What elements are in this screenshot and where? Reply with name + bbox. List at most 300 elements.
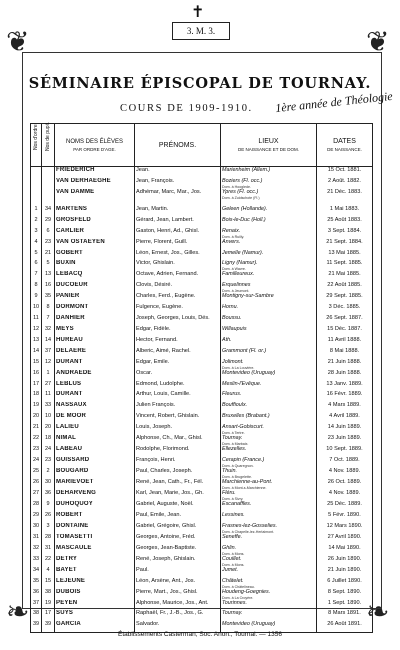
seat-number-cell: 2 [42, 468, 55, 479]
student-name-cell: BOUGARD [55, 468, 135, 479]
birthplace-text: Seneffe. [222, 533, 243, 540]
seat-number-cell: 10 [42, 413, 55, 424]
birthplace-text: Montevideo (Uruguay) [222, 621, 276, 628]
prenoms-cell: René, Joseph, Ghislain. [135, 556, 221, 567]
table-row [31, 512, 373, 523]
table-row [31, 250, 373, 261]
birthplace-cell [221, 468, 317, 479]
domicile-text: Dom. à Sivry. [222, 497, 244, 502]
birth-date-cell: 4 Nov. 1889. [317, 468, 373, 479]
birth-date-cell: 29 Sept. 1885. [317, 293, 373, 304]
table-row [31, 424, 373, 435]
order-number-cell: 30 [31, 523, 42, 534]
header-prenoms: PRÉNOMS. [135, 124, 221, 167]
prenoms-cell: Karl, Jean, Marie, Jos., Gh. [135, 490, 221, 501]
birth-date-cell: 23 Juin 1889. [317, 435, 373, 446]
birthplace-text: Jemelle (Namur). [222, 249, 264, 256]
birth-date-cell: 11 Sept. 1885. [317, 260, 373, 271]
seat-number-cell: 24 [42, 446, 55, 457]
prenoms-cell: Gaston, Henri, Ad., Ghisl. [135, 228, 221, 239]
printer-footer: Établissements Casterman, Soc. Anon., Tournai. — 1356 [118, 631, 282, 638]
birth-date-cell: 15 Oct. 1881. [317, 167, 373, 178]
birthplace-cell [221, 381, 317, 392]
seat-number-cell: 35 [42, 293, 55, 304]
student-name-cell: PEYEN [55, 600, 135, 611]
order-number-cell: 15 [31, 359, 42, 370]
seat-number-cell: 5 [42, 260, 55, 271]
birthplace-text: Montevideo (Uruguay) [222, 369, 276, 376]
student-name-cell: MARTENS [55, 206, 135, 217]
birthplace-text: Ligny (Namur). [222, 260, 258, 267]
prenoms-cell: Louis, Joseph. [135, 424, 221, 435]
page-title: SÉMINAIRE ÉPISCOPAL DE TOURNAY. [28, 75, 372, 92]
birthplace-cell [221, 534, 317, 545]
student-name-cell: HUREAU [55, 337, 135, 348]
prenoms-cell: Pierre, Florent, Guill. [135, 239, 221, 250]
seat-number-cell: 9 [42, 501, 55, 512]
table-body [31, 167, 373, 633]
table-row [31, 567, 373, 578]
seat-number-cell [42, 178, 55, 189]
header-lieux: LIEUX DE NAISSANCE ET DE DOM. [221, 124, 317, 167]
birthplace-text: Tournay. [222, 435, 243, 442]
seat-number-cell: 12 [42, 359, 55, 370]
student-name-cell: VAN DERHAEGHE [55, 178, 135, 189]
student-name-cell: LALIEU [55, 424, 135, 435]
birthplace-cell [221, 326, 317, 337]
header-order-number: Nos d'ordre [31, 124, 42, 167]
student-name-cell: DELAERE [55, 348, 135, 359]
birth-date-cell: 4 Nov. 1889. [317, 490, 373, 501]
prenoms-cell: Julien François. [135, 402, 221, 413]
order-number-cell: 24 [31, 457, 42, 468]
prenoms-cell: Edgar, Emile. [135, 359, 221, 370]
birth-date-cell: 21 Déc. 1883. [317, 189, 373, 200]
student-name-cell: DONTAINE [55, 523, 135, 534]
prenoms-cell: Joseph, Georges, Louis, Dés. [135, 315, 221, 326]
table-row [31, 556, 373, 567]
order-number-cell: 1 [31, 206, 42, 217]
prenoms-cell: Léon, Arsène, Ant., Jos. [135, 578, 221, 589]
ornament-bottom-right-icon: ❧ [366, 595, 390, 628]
student-name-cell: DUCOEUR [55, 282, 135, 293]
seat-number-cell: 17 [42, 610, 55, 621]
birthplace-cell [221, 178, 317, 189]
table-row [31, 315, 373, 326]
seat-number-cell: 19 [42, 600, 55, 611]
birthplace-cell [221, 167, 317, 178]
order-number-cell: 12 [31, 326, 42, 337]
header-dates: DATES DE NAISSANCE. [317, 124, 373, 167]
table-row [31, 446, 373, 457]
seat-number-cell: 36 [42, 490, 55, 501]
birth-date-cell: 26 Août 1891. [317, 621, 373, 632]
cross-icon: ✝ [191, 2, 205, 21]
birth-date-cell: 21 Sept. 1884. [317, 239, 373, 250]
student-name-cell: FRIEDERICH [55, 167, 135, 178]
birth-date-cell: 21 Mai 1885. [317, 271, 373, 282]
birthplace-text: Frasnes-lez-Gosselies. [222, 522, 278, 529]
birth-date-cell: 11 Avril 1888. [317, 337, 373, 348]
prenoms-cell: Paul, Charles, Joseph. [135, 468, 221, 479]
student-name-cell: NASSAUX [55, 402, 135, 413]
table-row [31, 578, 373, 589]
prenoms-cell: Victor, Ghislain. [135, 260, 221, 271]
order-number-cell: 2 [31, 217, 42, 228]
prenoms-cell: Jean, François. [135, 178, 221, 189]
student-name-cell: LEJEUNE [55, 578, 135, 589]
birthplace-cell [221, 189, 317, 200]
table-row [31, 479, 373, 490]
order-number-cell: 10 [31, 304, 42, 315]
prenoms-cell: Gérard, Jean, Lambert. [135, 217, 221, 228]
prenoms-cell: Georges, Jean-Baptiste. [135, 545, 221, 556]
table-row [31, 457, 373, 468]
order-number-cell: 32 [31, 545, 42, 556]
birthplace-cell [221, 271, 317, 282]
student-name-cell: GARCIA [55, 621, 135, 632]
birthplace-cell [221, 589, 317, 600]
birthplace-cell [221, 435, 317, 446]
prenoms-cell: Salvador. [135, 621, 221, 632]
domicile-text: Dom. à Zuidschote (Fl.) [222, 195, 260, 200]
birthplace-text: Montigny-sur-Sambre [222, 293, 274, 300]
domicile-text: Dom. à Quaregnon. [222, 464, 254, 469]
prenoms-cell: Edmond, Ludolphe. [135, 381, 221, 392]
seat-number-cell: 7 [42, 315, 55, 326]
birthplace-text: Meslin-l'Evêque. [222, 380, 262, 387]
table-row [31, 381, 373, 392]
student-name-cell: LEBLUS [55, 381, 135, 392]
table-row [31, 178, 373, 189]
student-name-cell: GROSFELD [55, 217, 135, 228]
birth-date-cell: 16 Févr. 1889. [317, 391, 373, 402]
table-row [31, 359, 373, 370]
birth-date-cell: 27 Avril 1890. [317, 534, 373, 545]
order-number-cell: 9 [31, 293, 42, 304]
table-row [31, 189, 373, 200]
student-name-cell: VAN OSTAEYEN [55, 239, 135, 250]
handwritten-note: 1ère année de Théologie [274, 88, 394, 116]
table-row [31, 600, 373, 611]
order-number-cell: 22 [31, 435, 42, 446]
table-row [31, 228, 373, 239]
birthplace-cell [221, 501, 317, 512]
order-number-cell: 8 [31, 282, 42, 293]
birth-date-cell: 13 Janv. 1889. [317, 381, 373, 392]
birth-date-cell: 15 Déc. 1887. [317, 326, 373, 337]
birthplace-cell [221, 239, 317, 250]
student-name-cell: DUBOIS [55, 589, 135, 600]
domicile-text: Dom. à Mons. [222, 562, 245, 567]
birthplace-cell [221, 228, 317, 239]
birthplace-text: Châtelet. [222, 577, 244, 584]
prenoms-cell: Gabriel, Grégoire, Ghisl. [135, 523, 221, 534]
seat-number-cell: 14 [42, 337, 55, 348]
birthplace-text: Erquelinnes [222, 282, 251, 289]
order-number-cell: 35 [31, 578, 42, 589]
domicile-text: Dom. à Hooglede. [222, 184, 251, 189]
table-row [31, 217, 373, 228]
birthplace-cell [221, 206, 317, 217]
seat-number-cell: 21 [42, 250, 55, 261]
order-number-cell: 37 [31, 600, 42, 611]
table-row [31, 501, 373, 512]
birthplace-text: Cerapin (France.) [222, 457, 265, 464]
birthplace-cell [221, 260, 317, 271]
ornament-top-right-icon: ❦ [366, 25, 390, 58]
birthplace-text: Boussu. [222, 315, 242, 322]
seat-number-cell: 8 [42, 304, 55, 315]
order-number-cell: 34 [31, 567, 42, 578]
birthplace-cell [221, 348, 317, 359]
order-number-cell: 7 [31, 271, 42, 282]
seat-number-cell: 26 [42, 512, 55, 523]
birth-date-cell: 25 Août 1883. [317, 217, 373, 228]
student-name-cell: DE MOOR [55, 413, 135, 424]
prenoms-cell: Vincent, Robert, Ghislain. [135, 413, 221, 424]
birth-date-cell: 4 Mars 1889. [317, 402, 373, 413]
birthplace-text: Grammont (Fl. or.) [222, 347, 267, 354]
order-number-cell: 18 [31, 391, 42, 402]
order-number-cell: 21 [31, 424, 42, 435]
birthplace-cell [221, 578, 317, 589]
domicile-text: Dom. à La Croyère. [222, 595, 254, 600]
prenoms-cell: Rodolphe, Florimond. [135, 446, 221, 457]
table-row [31, 239, 373, 250]
student-name-cell: ANDRAEDE [55, 370, 135, 381]
birthplace-cell [221, 293, 317, 304]
birth-date-cell: 4 Avril 1889. [317, 413, 373, 424]
birthplace-text: Ath. [222, 336, 232, 343]
birth-date-cell: 26 Oct. 1889. [317, 479, 373, 490]
birthplace-text: Jumet. [222, 566, 239, 573]
student-name-cell: DUHOQUOY [55, 501, 135, 512]
table-row [31, 337, 373, 348]
ornament-bottom-left-icon: ❧ [6, 595, 30, 628]
birth-date-cell: 12 Mars 1890. [317, 523, 373, 534]
birthplace-text: Marchienne-au-Pont. [222, 479, 273, 486]
seat-number-cell: 31 [42, 545, 55, 556]
domicile-text: Dom. à Chapelle-lez-Herlaimont. [222, 529, 275, 534]
student-name-cell: MARIEVOET [55, 479, 135, 490]
seat-number-cell: 6 [42, 228, 55, 239]
birthplace-text: Anvers. [222, 238, 241, 245]
order-number-cell: 28 [31, 501, 42, 512]
order-number-cell: 36 [31, 589, 42, 600]
birth-date-cell: 22 Août 1885. [317, 282, 373, 293]
domicile-text: Dom. à La Louvière. [222, 365, 255, 370]
seat-number-cell: 11 [42, 391, 55, 402]
birthplace-cell [221, 457, 317, 468]
birth-date-cell: 3 Sept. 1884. [317, 228, 373, 239]
prenoms-cell: Raphaël, Fr., J.-B., Jos., G. [135, 610, 221, 621]
order-number-cell: 5 [31, 250, 42, 261]
order-number-cell: 23 [31, 446, 42, 457]
seat-number-cell [42, 167, 55, 178]
birth-date-cell: 26 Sept. 1887. [317, 315, 373, 326]
birth-date-cell: 13 Mai 1885. [317, 250, 373, 261]
birth-date-cell: 8 Mars 1891. [317, 610, 373, 621]
seat-number-cell: 29 [42, 217, 55, 228]
student-name-cell: GUISSARD [55, 457, 135, 468]
order-number-cell: 13 [31, 337, 42, 348]
prenoms-cell: Paul, Emile, Jean. [135, 512, 221, 523]
order-number-cell: 39 [31, 621, 42, 632]
table-row [31, 468, 373, 479]
student-name-cell: ROBERT [55, 512, 135, 523]
seat-number-cell: 23 [42, 457, 55, 468]
seat-number-cell: 30 [42, 479, 55, 490]
seat-number-cell: 1 [42, 370, 55, 381]
prenoms-cell: René, Jean, Cath., Fr., Fél. [135, 479, 221, 490]
student-name-cell: SUYS [55, 610, 135, 621]
seat-number-cell: 33 [42, 402, 55, 413]
order-number-cell: 33 [31, 556, 42, 567]
birth-date-cell: 28 Juin 1888. [317, 370, 373, 381]
table-row [31, 589, 373, 600]
birthplace-cell [221, 337, 317, 348]
birth-date-cell: 26 Juin 1890. [317, 556, 373, 567]
birthplace-cell [221, 600, 317, 611]
order-number-cell: 38 [31, 610, 42, 621]
birthplace-text: Ellezelles. [222, 446, 247, 453]
prenoms-cell: Fulgence, Eugène. [135, 304, 221, 315]
order-number-cell: 31 [31, 534, 42, 545]
seat-number-cell: 15 [42, 578, 55, 589]
birthplace-text: Escanaffles. [222, 501, 252, 508]
student-name-cell: DORMONT [55, 304, 135, 315]
order-number-cell: 4 [31, 239, 42, 250]
student-name-cell: DEHARVENG [55, 490, 135, 501]
student-name-cell: MEYS [55, 326, 135, 337]
birthplace-cell [221, 304, 317, 315]
student-name-cell: LEBACQ [55, 271, 135, 282]
seat-number-cell: 37 [42, 348, 55, 359]
birthplace-text: Lessines. [222, 511, 245, 518]
header-seat-number: Nos de pupit. [42, 124, 55, 167]
student-name-cell: BAYET [55, 567, 135, 578]
birth-date-cell: 21 Juin 1890. [317, 567, 373, 578]
birthplace-cell [221, 490, 317, 501]
table-row [31, 435, 373, 446]
birthplace-text: Bois-le-Duc (Holl.) [222, 216, 266, 223]
domicile-text: Dom. à Ruilly. [222, 234, 245, 239]
seat-number-cell: 3 [42, 523, 55, 534]
order-number-cell [31, 189, 42, 200]
birth-date-cell: 1 Sept. 1890. [317, 600, 373, 611]
seat-number-cell: 28 [42, 534, 55, 545]
birth-date-cell: 2 Août. 1882. [317, 178, 373, 189]
order-number-cell [31, 167, 42, 178]
birth-date-cell: 7 Oct. 1889. [317, 457, 373, 468]
student-name-cell: BUXIN [55, 260, 135, 271]
domicile-text: Dom. à Tertre. [222, 431, 245, 436]
order-number-cell: 11 [31, 315, 42, 326]
birthplace-cell [221, 217, 317, 228]
table-row [31, 206, 373, 217]
birthplace-text: Renaix. [222, 227, 241, 234]
birthplace-cell [221, 479, 317, 490]
order-number-cell: 6 [31, 260, 42, 271]
birthplace-cell [221, 446, 317, 457]
birthplace-cell [221, 282, 317, 293]
prenoms-cell: Charles, Ferd., Eugène. [135, 293, 221, 304]
student-name-cell: NIMAL [55, 435, 135, 446]
birthplace-text: Geleen (Hollande). [222, 205, 268, 212]
order-number-cell: 29 [31, 512, 42, 523]
prenoms-cell: Hector, Fernand. [135, 337, 221, 348]
birthplace-text: Fleurus. [222, 391, 242, 398]
table-row [31, 370, 373, 381]
birthplace-text: Marienheim (Allem.) [222, 167, 271, 173]
student-name-cell: DURANT [55, 391, 135, 402]
birthplace-text: Fléru. [222, 490, 236, 497]
birthplace-cell [221, 523, 317, 534]
birthplace-text: Thuin. [222, 468, 237, 475]
birth-date-cell: 10 Sept. 1889. [317, 446, 373, 457]
course-subtitle: COURS DE 1909-1910. [120, 103, 253, 114]
table-row [31, 523, 373, 534]
birth-date-cell: 8 Mai 1888. [317, 348, 373, 359]
birthplace-cell [221, 545, 317, 556]
student-name-cell: PANIER [55, 293, 135, 304]
domicile-text: Dom. à Wavre. [222, 267, 246, 272]
header-names: NOMS DES ÉLÈVES PAR ORDRE D'AGE. [55, 124, 135, 167]
prenoms-cell: Gabriel, Auguste, Noël. [135, 501, 221, 512]
prenoms-cell: Alberic, Aimé, Rachel. [135, 348, 221, 359]
student-name-cell: DETRY [55, 556, 135, 567]
student-name-cell: GOBERT [55, 250, 135, 261]
prenoms-cell: Clovis, Désiré. [135, 282, 221, 293]
domicile-text: Dom. à Marbaix. [222, 442, 249, 447]
table-row [31, 610, 373, 621]
seat-number-cell [42, 189, 55, 200]
seat-number-cell: 22 [42, 556, 55, 567]
birth-date-cell: 14 Mai 1890. [317, 545, 373, 556]
prenoms-cell: Jean. [135, 167, 221, 178]
order-number-cell: 14 [31, 348, 42, 359]
birthplace-cell [221, 556, 317, 567]
prenoms-cell: Edgar, Fidèle. [135, 326, 221, 337]
table-row [31, 271, 373, 282]
birthplace-cell [221, 413, 317, 424]
ornament-top-left-icon: ❦ [6, 25, 30, 58]
order-number-cell: 25 [31, 468, 42, 479]
birthplace-text: Ypres (Fl. occ.) [222, 188, 259, 195]
table-row [31, 260, 373, 271]
seat-number-cell: 27 [42, 381, 55, 392]
prenoms-cell: Jean, Martin. [135, 206, 221, 217]
table-header-row [31, 124, 373, 167]
table-row [31, 413, 373, 424]
birthplace-cell [221, 567, 317, 578]
birthplace-text: Ansart-Gobiscurt. [222, 424, 264, 431]
birthplace-text: Hornu. [222, 304, 239, 311]
order-number-cell: 26 [31, 479, 42, 490]
domicile-text: Dom. à Châtelineau. [222, 584, 255, 589]
seat-number-cell: 39 [42, 621, 55, 632]
birthplace-cell [221, 315, 317, 326]
seat-number-cell: 20 [42, 424, 55, 435]
seat-number-cell: 4 [42, 567, 55, 578]
birth-date-cell: 1 Mai 1883. [317, 206, 373, 217]
table-row [31, 348, 373, 359]
table-row [31, 167, 373, 178]
birthplace-cell [221, 512, 317, 523]
student-name-cell: TOMASETTI [55, 534, 135, 545]
prenoms-cell: Paul. [135, 567, 221, 578]
